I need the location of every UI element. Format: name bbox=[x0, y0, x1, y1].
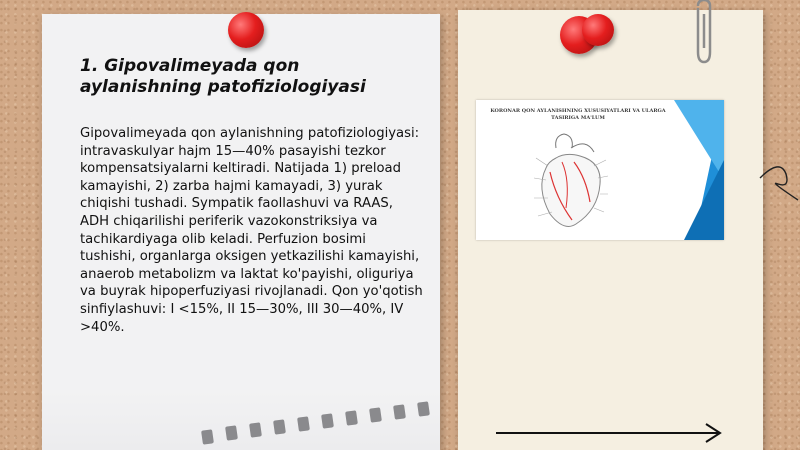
sheet-perforation bbox=[42, 390, 440, 450]
perforation-hole bbox=[297, 416, 310, 431]
page-title: 1. Gipovalimeyada qon aylanishning patofiziologiyasi bbox=[80, 56, 366, 97]
perforation-hole bbox=[369, 407, 382, 422]
slide-title: KORONAR QON AYLANISHNING XUSUSIYATLARI VA ULARGA TASIRIGA MA'LUM bbox=[490, 108, 666, 121]
perforation-hole bbox=[249, 422, 262, 437]
perforation-hole bbox=[321, 413, 334, 428]
perforation-hole bbox=[273, 419, 286, 434]
perforation-hole bbox=[393, 404, 406, 419]
body-paragraph: Gipovalimeyada qon aylanishning patofiziologiyasi: intravaskulyar hajm 15—40% pasayishi tezkor kompensatsiyalarni keltiradi. Natijada 1) preload kamayishi, 2) zarba hajmi kamayadi, 3) yurak chiqishi tushadi. Sympatik faollashuvi va RAAS, ADH chiqarilishi periferik vazokonstriksiya va tachikardiyaga olib keladi. Perfuzion bosimi tushishi, organlarga oksigen yetkazilishi kamayishi, anaerob metabolizm va laktat ko'payishi, oliguriya va buyrak hipoperfuziyasi rivojlanadi. Qon yo'qotish sinfiylashuvi: I <15%, II 15—30%, III 30—40%, IV >40%. bbox=[80, 126, 423, 335]
paper-clip-icon bbox=[688, 0, 718, 70]
slide-thumbnail bbox=[476, 100, 724, 240]
perforation-hole bbox=[201, 429, 214, 444]
push-pin-icon bbox=[228, 12, 264, 48]
heart-diagram bbox=[516, 128, 626, 238]
perforation-hole bbox=[417, 401, 430, 416]
push-pin-icon bbox=[582, 14, 614, 46]
arrow-right-icon bbox=[494, 422, 726, 446]
perforation-hole bbox=[345, 410, 358, 425]
perforation-hole bbox=[225, 425, 238, 440]
decorative-curl bbox=[758, 148, 800, 208]
